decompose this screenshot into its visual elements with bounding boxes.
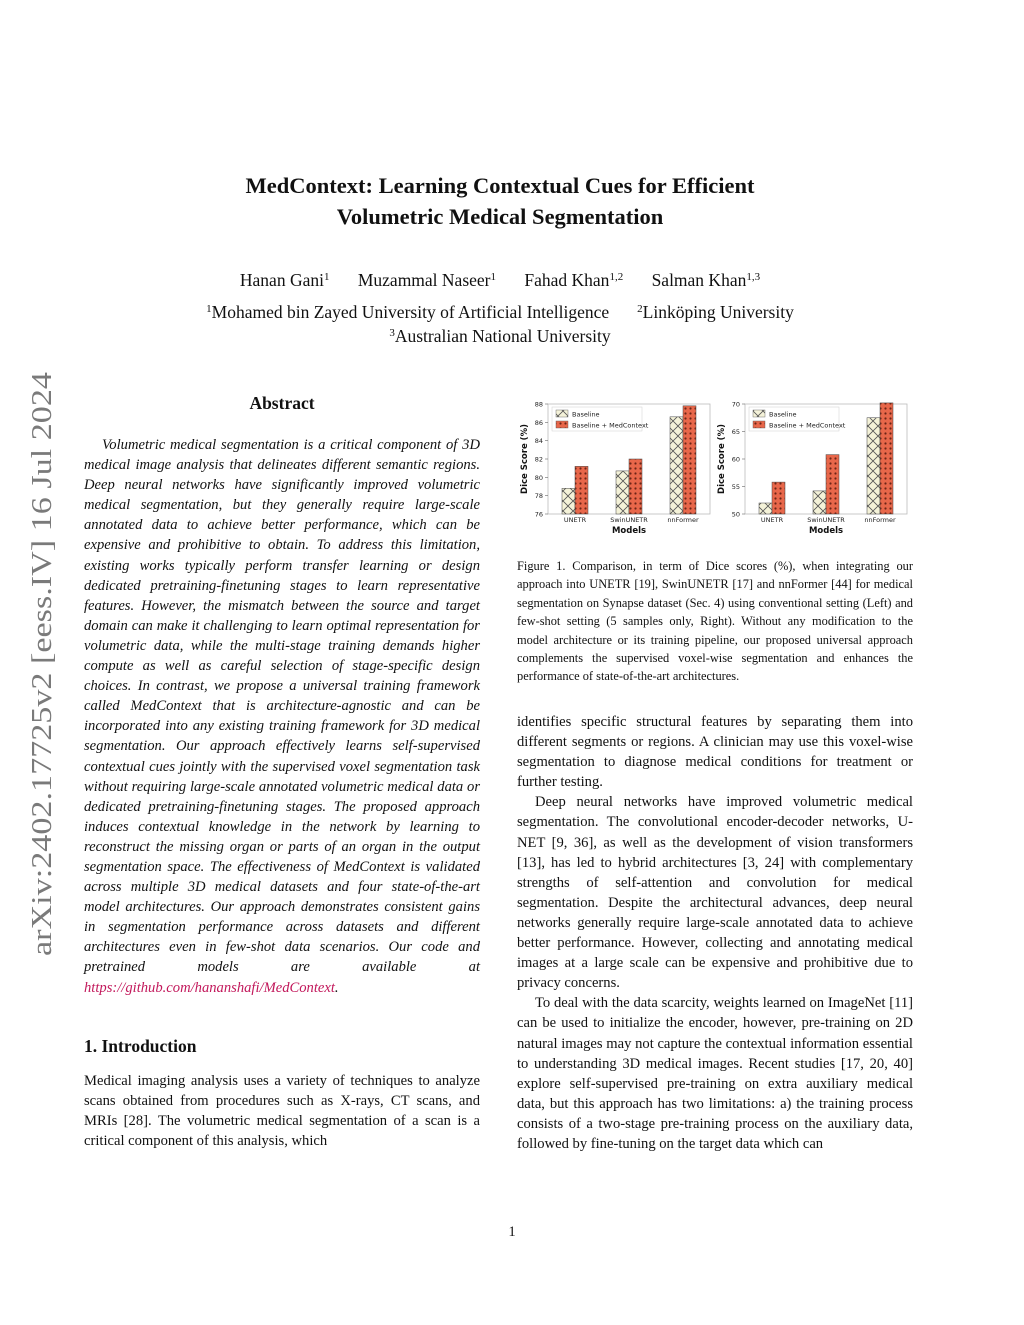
chart-1-ylabel: Dice Score (%) [520,424,530,494]
chart-2-legend-swatch-medcontext [753,421,765,428]
chart-1-bar-medcontext-swinunetr [629,459,642,514]
author-2-sup: 1 [490,271,496,283]
affiliation-line-1 [150,300,850,324]
chart-1-ytick-label: 86 [534,418,543,427]
chart-2-xtick-label: nnFormer [864,516,896,524]
chart-2-legend-medcontext: Baseline + MedContext [769,421,846,430]
arxiv-stamp-svg [20,370,60,960]
affiliation-2: Linköping University [642,302,794,322]
author-1-sup: 1 [323,271,330,283]
chart-1-bar-baseline-nnformer [670,417,683,514]
chart-2-ytick-label: 60 [731,455,740,464]
abstract-body [84,435,480,998]
chart-1-legend-medcontext: Baseline + MedContext [572,421,649,430]
intro-paragraph-2: Deep neural networks have improved volumetric medical segmentation. The convolutional encoder-decoder networks, U-NET [9, 36], as well as the development of vision transformers [13], has led to hybrid architectures [3, 24] with complementary strengths of self-attention and convolution for medical segmentation. Despite the architectural advances, deep neural networks generally require large-scale annotated data to achieve better performance. However, collecting and annotating medical images at a large scale can be expensive and prohibitive due to privacy concerns. [517,794,913,992]
chart-2-xtick-label: SwinUNETR [807,516,845,524]
arxiv-stamp [20,370,60,960]
intro-paragraph-1: Medical imaging analysis uses a variety of techniques to analyze scans obtained from procedures such as X-rays, CT scans, and MRIs [28]. The volumetric medical segmentation of a scan is a critical component of this analysis, which [84,1072,480,1149]
figure-1-caption: Figure 1. Comparison, in term of Dice scores (%), when integrating our approach into UNETR [19], SwinUNETR [17] and nnFormer [44] for medical segmentation on Synapse dataset (Sec. 4) using conventional setting (Left) and few-shot setting (5 samples only, Right). Without any modification to the model architecture or its training pipeline, our proposed universal approach complements the supervised voxel-wise segmentation and enhances the performance of state-of-the-art architectures. [517,559,913,684]
author-3-name: Fahad Khan [524,270,610,290]
chart-1-ytick-label: 78 [534,492,543,501]
paper-title [150,170,850,232]
section-heading-introduction: 1. Introduction [84,1035,197,1056]
chart-1-ytick-label: 88 [534,400,543,409]
author-4 [652,270,761,290]
affiliation-1-sup: 1 [206,303,212,315]
page-number: 1 [508,1224,516,1240]
github-link[interactable]: https://github.com/hananshafi/MedContext [84,979,335,996]
chart-1-xtick-label: SwinUNETR [610,516,648,524]
left-column [84,393,480,1151]
author-4-sup: 1,3 [746,271,761,283]
chart-1-xtick-label: UNETR [563,516,587,524]
chart-2-ytick-label: 50 [731,510,740,519]
chart-2-xlabel: Models [808,526,844,536]
affiliation-2-sup: 2 [637,303,643,315]
chart-1-legend-swatch-medcontext [556,421,568,428]
affiliations [150,300,850,348]
chart-1-ytick-label: 80 [534,473,543,482]
chart-1-bar-baseline-swinunetr [616,471,629,514]
author-3-sup: 1,2 [609,271,624,283]
figure-1-charts [518,396,912,536]
author-4-name: Salman Khan [651,270,747,290]
intro-paragraph-1-continued: identifies specific structural features by separating them into different segments or regions. A clinician may use this voxel-wise segmentation to diagnose medical conditions for treatment or further testing. [517,714,913,791]
chart-1-bar-medcontext-nnformer [683,406,696,514]
abstract-text: Volumetric medical segmentation is a critical component of 3D medical image analysis that delineates different semantic regions. Deep neural networks have significantly improved volumetric medical segmentation, but they generally require large-scale annotated data to achieve better performance, which can be expensive and prohibitive to obtain. To address this limitation, existing works typically perform transfer learning or design dedicated pretraining-finetuning stages to learn representative features. However, the mismatch between the source and target domain can make it challenging to learn optimal representation for volumetric data, while the multi-stage training demands higher compute as well as careful selection of stage-specific design choices. In contrast, we propose a universal training framework called MedContext that is architecture-agnostic and can be incorporated into any existing training framework for 3D medical segmentation. Our approach effectively learns self-supervised contextual cues jointly with the supervised voxel segmentation task without requiring large-scale annotated volumetric medical data or dedicated pretraining-finetuning stages. The proposed approach induces contextual knowledge in the network by learning to reconstruct the missing organ or parts of an organ in the output segmentation space. The effectiveness of MedContext is validated across multiple 3D medical datasets and four state-of-the-art model architectures. Our approach demonstrates consistent gains in segmentation performance across datasets and different architectures even in few-shot data scenarios. Our code and pretrained models are available at [84,437,480,976]
chart-1-xtick-label: nnFormer [667,516,699,524]
affiliation-3: Australian National University [394,326,611,346]
author-list [150,268,850,292]
chart-1-legend-swatch-baseline [556,410,568,417]
abstract-end: . [334,979,339,996]
chart-2-legend-baseline: Baseline [769,410,797,419]
author-2-name: Muzammal Naseer [357,270,491,290]
title-line-2: Volumetric Medical Segmentation [336,204,664,229]
chart-1-ytick-label: 84 [534,437,543,446]
chart-2-bar-baseline-swinunetr [813,491,826,514]
author-1 [240,270,330,290]
title-line-1: MedContext: Learning Contextual Cues for Efficient [245,173,755,198]
chart-1-xlabel: Models [611,526,647,536]
chart-2-ylabel: Dice Score (%) [717,424,727,494]
author-3 [524,270,623,290]
chart-2-bar-medcontext-nnformer [880,403,893,514]
chart-2-bar-baseline-unetr [759,503,772,514]
chart-2-bar-medcontext-swinunetr [826,455,839,514]
affiliation-3-sup: 3 [389,327,395,339]
affiliation-1: Mohamed bin Zayed University of Artificial Intelligence [211,302,610,322]
abstract-heading: Abstract [249,393,315,413]
intro-paragraph-3: To deal with the data scarcity, weights learned on ImageNet [11] can be used to initialize the encoder, however, pre-training on 2D natural images may not capture the contextual information essential to understanding 3D medical images. Recent studies [17, 20, 40] explore self-supervised pre-training on extra auxiliary medical data, but this approach has two limitations: a) the training process consists of a two-stage pre-training process on the auxiliary data, followed by fine-tuning on the target data which can [517,995,913,1152]
arxiv-stamp-text: arXiv:2402.17725v2 [eess.IV] 16 Jul 2024 [26,459,58,956]
dice-score-charts [518,396,912,536]
affiliation-line-2 [150,324,850,348]
right-column [517,712,913,1154]
author-1-name: Hanan Gani [239,270,324,290]
chart-2-ytick-label: 70 [731,400,740,409]
author-2 [358,270,496,290]
chart-2-ytick-label: 65 [731,428,740,436]
chart-2-xtick-label: UNETR [760,516,784,524]
chart-1-bar-baseline-unetr [562,488,575,514]
chart-2-bar-medcontext-unetr [772,482,785,514]
chart-1-ytick-label: 76 [534,510,543,519]
chart-1-bar-medcontext-unetr [575,466,588,514]
chart-2-ytick-label: 55 [731,483,740,491]
chart-2-legend-swatch-baseline [753,410,765,417]
chart-2-bar-baseline-nnformer [867,418,880,514]
chart-1-legend-baseline: Baseline [572,410,600,419]
chart-1-ytick-label: 82 [534,455,543,464]
